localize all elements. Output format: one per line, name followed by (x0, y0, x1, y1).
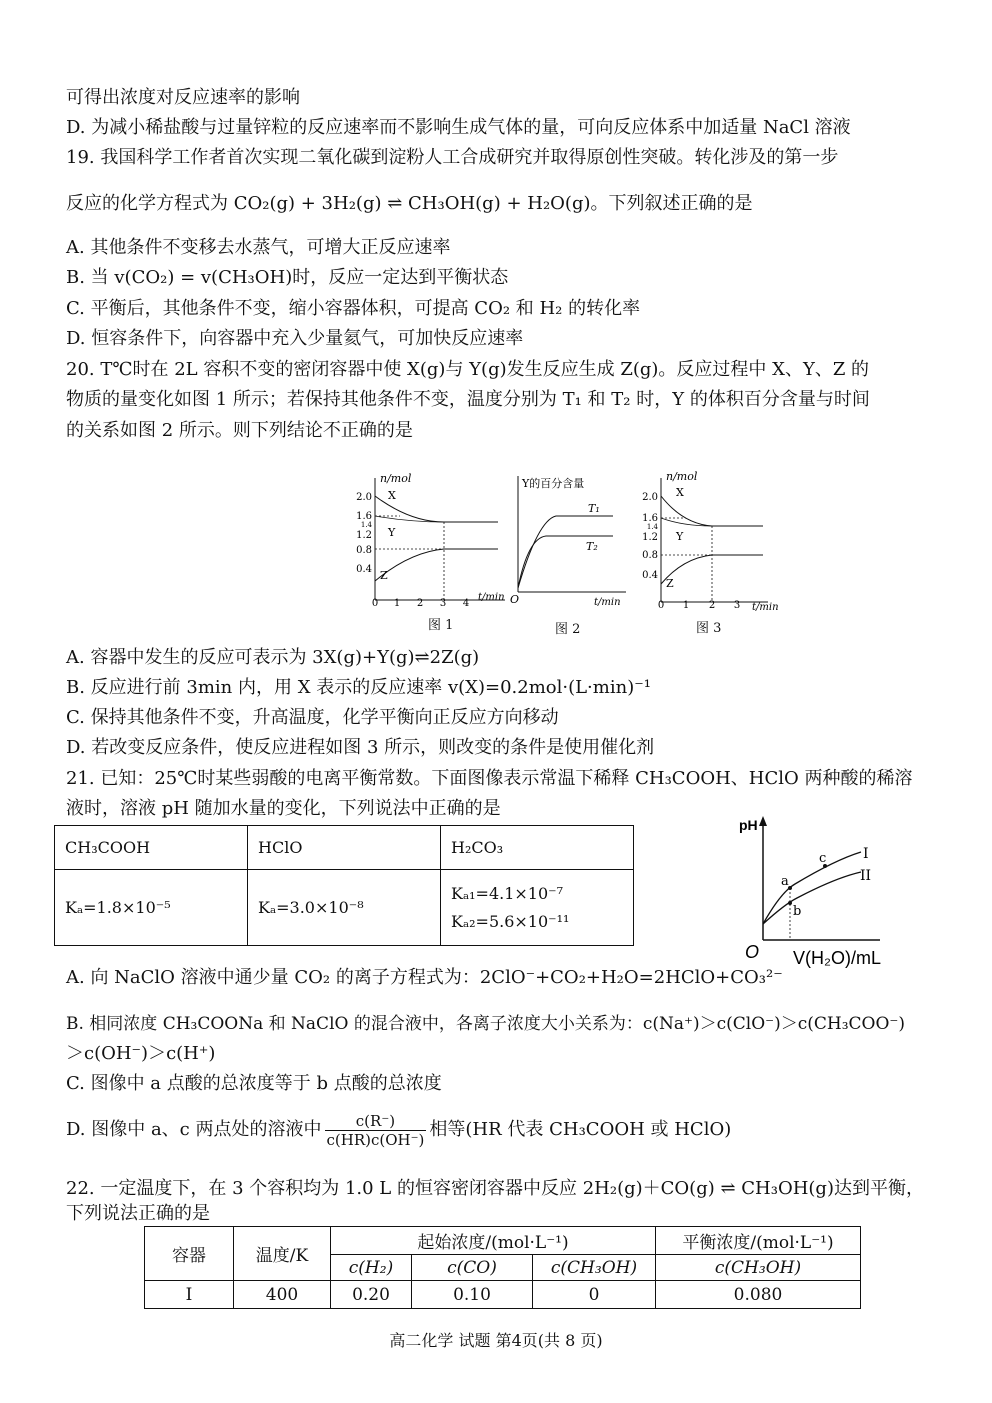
ph-origin: O (745, 942, 760, 962)
fraction-numerator: c(R⁻) (325, 1112, 427, 1131)
fig2-origin: O (510, 593, 520, 606)
fig1-label-x: X (388, 489, 396, 502)
fig3-label-x: X (676, 486, 684, 499)
table-cell: 0.10 (412, 1281, 533, 1309)
fig1-ytick: 2.0 (356, 492, 372, 503)
option-a: A. 容器中发生的反应可表示为 3X(g)+Y(g)⇌2Z(g) (66, 647, 480, 668)
ka-value-cell (441, 870, 634, 946)
fig3-xtick: 1 (682, 600, 690, 611)
option-d-text: D. 图像中 a、c 两点处的溶液中 (66, 1119, 322, 1140)
option-c: C. 图像中 a 点酸的总浓度等于 b 点酸的总浓度 (66, 1073, 442, 1094)
fig2-label-t2: T₂ (586, 540, 598, 553)
fig1-xlabel: t/min (478, 592, 505, 603)
fig3-xtick: 2 (708, 600, 716, 611)
option-a: A. 其他条件不变移去水蒸气，可增大正反应速率 (66, 237, 451, 258)
fig3-ytick: 0.4 (642, 570, 658, 581)
fig3-caption: 图 3 (696, 621, 722, 636)
fig1-ytick: 0.4 (356, 564, 372, 575)
fig3-ytick: 0.8 (642, 550, 658, 561)
fig3-ylabel: n/mol (666, 470, 698, 483)
ka-value: Kₐ=1.8×10⁻⁵ (55, 870, 248, 946)
fig1-ytick: 1.2 (356, 530, 372, 541)
fig1-caption: 图 1 (428, 618, 454, 633)
fig1-xtick: 2 (416, 598, 424, 608)
fig1-ytick: 1.4 (360, 521, 372, 529)
fraction-denominator: c(HR)c(OH⁻) (326, 1130, 425, 1149)
table-cell: 0 (533, 1281, 656, 1309)
fig1-label-z: Z (380, 569, 388, 582)
fig2-ylabel: Y的百分含量 (522, 477, 585, 490)
fig2-xlabel: t/min (594, 597, 621, 608)
header-eq-conc: 平衡浓度/(mol·L⁻¹) (656, 1227, 861, 1255)
option-d: D. 为减小稀盐酸与过量锌粒的反应速率而不影响生成气体的量，可向反应体系中加适量 NaCl 溶液 (66, 117, 851, 138)
text-line: 下列说法正确的是 (66, 1203, 210, 1224)
ka-header: CH₃COOH (55, 826, 248, 870)
question-21: 21. 已知：25℃时某些弱酸的电离平衡常数。下面图像表示常温下稀释 CH₃COOH、HClO 两种酸的稀溶 (66, 768, 913, 789)
ph-point-b: b (793, 904, 802, 919)
fig1-xtick: 1 (393, 598, 401, 608)
ka2-value: Kₐ₂=5.6×10⁻¹¹ (451, 911, 570, 931)
equilibrium-table (144, 1226, 861, 1309)
fig2-label-t1: T₁ (588, 502, 600, 515)
sub-header: c(H₂) (331, 1255, 412, 1281)
fig3-ytick: 1.2 (642, 532, 658, 543)
header-temp: 温度/K (234, 1227, 331, 1281)
ph-point-a: a (781, 874, 789, 889)
text-line: 液时，溶液 pH 随加水量的变化，下列说法中正确的是 (66, 798, 501, 819)
table-cell: 0.20 (331, 1281, 412, 1309)
ph-ylabel: pH (739, 817, 758, 833)
fig1-xtick: 0 (371, 598, 379, 608)
fig3-ytick: 1.4 (646, 523, 658, 531)
ka-header: HClO (248, 826, 441, 870)
table-cell: 0.080 (656, 1281, 861, 1309)
option-b: B. 反应进行前 3min 内，用 X 表示的反应速率 v(X)=0.2mol·(L·min)⁻¹ (66, 677, 651, 698)
text-line: 可得出浓度对反应速率的影响 (66, 87, 300, 108)
text-line: 反应的化学方程式为 CO₂(g) + 3H₂(g) ⇌ CH₃OH(g) + H₂O(g)。下列叙述正确的是 (66, 193, 753, 214)
sub-header: c(CO) (412, 1255, 533, 1281)
fig3-ytick: 1.6 (642, 513, 658, 524)
fig1-xtick: 3 (439, 598, 447, 608)
ph-point-c: c (819, 851, 827, 866)
option-d (66, 1110, 731, 1150)
fig3-xtick: 0 (657, 600, 665, 611)
fig1-xtick: 4 (462, 598, 470, 608)
text-line: 物质的量变化如图 1 所示；若保持其他条件不变，温度分别为 T₁ 和 T₂ 时，Y 的体积百分含量与时间 (66, 389, 870, 410)
fig3-xtick: 3 (733, 600, 741, 611)
option-b: B. 相同浓度 CH₃COONa 和 NaClO 的混合液中，各离子浓度大小关系为：c(Na⁺)＞c(ClO⁻)＞c(CH₃COO⁻) (66, 1014, 906, 1034)
question-19: 19. 我国科学工作者首次实现二氧化碳到淀粉人工合成研究并取得原创性突破。转化涉及的第一步 (66, 147, 839, 168)
fig2-caption: 图 2 (555, 622, 581, 637)
ratio-fraction (325, 1112, 427, 1149)
option-d-text-end: 相等(HR 代表 CH₃COOH 或 HClO) (429, 1119, 732, 1140)
table-cell: 400 (234, 1281, 331, 1309)
question-22: 22. 一定温度下，在 3 个容积均为 1.0 L 的恒容密闭容器中反应 2H₂(g)＋CO(g) ⇌ CH₃OH(g)达到平衡， (66, 1178, 924, 1199)
figure-3 (628, 466, 788, 611)
fig3-label-y: Y (676, 530, 684, 543)
fig1-label-y: Y (388, 526, 396, 539)
sub-header: c(CH₃OH) (656, 1255, 861, 1281)
figure-2 (508, 470, 633, 610)
option-b: B. 当 v(CO₂) = v(CH₃OH)时，反应一定达到平衡状态 (66, 267, 509, 288)
header-start-conc: 起始浓度/(mol·L⁻¹) (331, 1227, 656, 1255)
page-footer: 高二化学 试题 第4页(共 8 页) (389, 1331, 603, 1350)
option-d: D. 若改变反应条件，使反应进程如图 3 所示，则改变的条件是使用催化剂 (66, 737, 655, 758)
fig3-xlabel: t/min (752, 602, 779, 611)
ph-xlabel: V(H₂O)/mL (793, 948, 881, 968)
text-line: 的关系如图 2 所示。则下列结论不正确的是 (66, 420, 413, 441)
figure-1 (340, 468, 510, 608)
table-cell: Ⅰ (145, 1281, 234, 1309)
fig1-ylabel: n/mol (380, 472, 412, 485)
ka-table (54, 825, 634, 946)
ka1-value: Kₐ₁=4.1×10⁻⁷ (451, 883, 564, 903)
option-a: A. 向 NaClO 溶液中通少量 CO₂ 的离子方程式为：2ClO⁻+CO₂+H₂O=2HClO+CO₃²⁻ (66, 967, 783, 988)
ka-header: H₂CO₃ (441, 826, 634, 870)
fig3-ytick: 2.0 (642, 492, 658, 503)
sub-header: c(CH₃OH) (533, 1255, 656, 1281)
ph-graph (735, 812, 915, 972)
ph-curve-1: I (863, 846, 869, 862)
option-c: C. 保持其他条件不变，升高温度，化学平衡向正反应方向移动 (66, 707, 559, 728)
fig1-ytick: 1.6 (356, 511, 372, 522)
option-b-cont: ＞c(OH⁻)＞c(H⁺) (66, 1043, 216, 1064)
option-c: C. 平衡后，其他条件不变，缩小容器体积，可提高 CO₂ 和 H₂ 的转化率 (66, 298, 641, 319)
ph-curve-2: II (860, 868, 872, 884)
fig3-label-z: Z (666, 577, 674, 590)
question-20: 20. T℃时在 2L 容积不变的密闭容器中使 X(g)与 Y(g)发生反应生成 Z(g)。反应过程中 X、Y、Z 的 (66, 359, 870, 380)
header-container: 容器 (145, 1227, 234, 1281)
option-d: D. 恒容条件下，向容器中充入少量氦气，可加快反应速率 (66, 328, 524, 349)
ka-value: Kₐ=3.0×10⁻⁸ (248, 870, 441, 946)
fig1-ytick: 0.8 (356, 545, 372, 556)
